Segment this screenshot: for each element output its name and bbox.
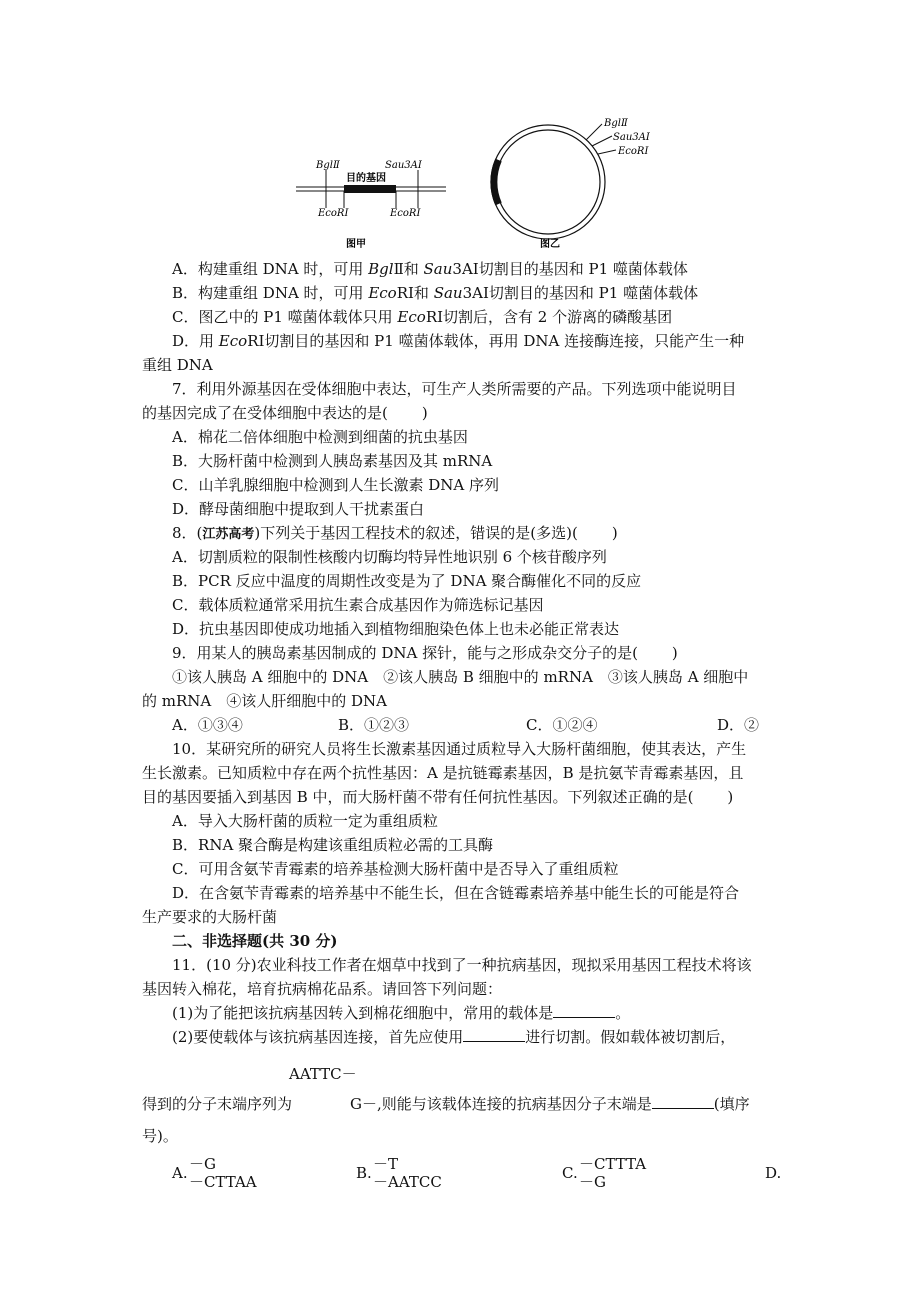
q11-part-2: (2)要使载体与该抗病基因连接，首先应使用 进行切割。假如载体被切割后， [172,1028,736,1046]
q11-option-b-label: B. [356,1164,372,1182]
q11-option-a: －G －CTTAA [189,1155,257,1191]
q10-stem-1: 10．某研究所的研究人员将生长激素基因通过质粒导入大肠杆菌细胞，使其表达，产生 [172,740,747,758]
q8-stem: 8．(江苏高考)下列关于基因工程技术的叙述，错误的是(多选)( ) [172,524,618,542]
yi-sau-label: Sau3AⅠ [613,132,650,143]
figure-jia [296,160,446,250]
plasmid-gene-segment [494,160,499,204]
source-tag: 江苏高考 [202,527,255,542]
q8-option-b: B．PCR 反应中温度的周期性改变是为了 DNA 聚合酶催化不同的反应 [172,572,642,590]
q9-items-1: ①该人胰岛 A 细胞中的 DNA ②该人胰岛 B 细胞中的 mRNA ③该人胰岛 A 细胞中 [172,668,749,686]
answer-blank-2 [463,1027,525,1042]
q6-option-d: D．用 EcoRⅠ切割目的基因和 P1 噬菌体载体，再用 DNA 连接酶连接，只能产生一种 [172,332,745,350]
q9-stem: 9．用某人的胰岛素基因制成的 DNA 探针，能与之形成杂交分子的是( ) [172,644,678,662]
q10-option-c: C．可用含氨苄青霉素的培养基检测大肠杆菌中是否导入了重组质粒 [172,860,619,878]
jia-bgl-label: BglⅡ [316,160,340,171]
q9-option-c: C．①②④ [526,716,598,734]
q11-option-b: －T －AATCC [373,1155,442,1191]
answer-blank-3 [652,1094,714,1109]
q11-part-2-rest: G－,则能与该载体连接的抗病基因分子末端是 (填序 [350,1095,750,1113]
q10-option-d-1: D．在含氨苄青霉素的培养基中不能生长，但在含链霉素培养基中能生长的可能是符合 [172,884,740,902]
q9-items-2: 的 mRNA ④该人肝细胞中的 DNA [142,692,387,710]
q6-option-c: C．图乙中的 P1 噬菌体载体只用 EcoRⅠ切割后，含有 2 个游离的磷酸基团 [172,308,673,326]
q6-option-d-cont: 重组 DNA [142,356,213,374]
q10-option-d-2: 生产要求的大肠杆菌 [142,908,278,926]
q8-option-d: D．抗虫基因即使成功地插入到植物细胞染色体上也未必能正常表达 [172,620,620,638]
q10-option-a: A．导入大肠杆菌的质粒一定为重组质粒 [172,812,438,830]
jia-eco-right-label: EcoRⅠ [390,208,421,219]
q6-option-b: B．构建重组 DNA 时，可用 EcoRⅠ和 Sau3AⅠ切割目的基因和 P1 噬菌体载体 [172,284,699,302]
q9-option-b: B．①②③ [338,716,410,734]
yi-caption: 图乙 [540,239,560,250]
q11-part-1: (1)为了能把该抗病基因转入到棉花细胞中，常用的载体是 。 [172,1004,631,1022]
jia-gene-label: 目的基因 [346,173,386,184]
q9-option-d: D．② [717,716,760,734]
q8-option-a: A．切割质粒的限制性核酸内切酶均特异性地识别 6 个核苷酸序列 [172,548,607,566]
jia-caption: 图甲 [346,239,366,250]
q11-stem-2: 基因转入棉花，培育抗病棉花品系。请回答下列问题： [142,980,503,998]
q11-option-c-label: C. [562,1164,578,1182]
q7-stem-1: 7．利用外源基因在受体细胞中表达，可生产人类所需要的产品。下列选项中能说明目 [172,380,737,398]
q10-stem-3: 目的基因要插入到基因 B 中，而大肠杆菌不带有任何抗性基因。下列叙述正确的是( ) [142,788,734,806]
q11-option-d-label: D. [765,1164,782,1182]
section-heading: 二、非选择题(共 30 分) [172,932,338,950]
jia-sau-label: Sau3AⅠ [385,160,422,171]
target-gene-bar [344,185,396,193]
seq-top: AATTC－ [289,1065,357,1083]
q7-option-b: B．大肠杆菌中检测到人胰岛素基因及其 mRNA [172,452,493,470]
q7-option-d: D．酵母菌细胞中提取到人干扰素蛋白 [172,500,425,518]
q10-stem-2: 生长激素。已知质粒中存在两个抗性基因：A 是抗链霉素基因，B 是抗氨苄青霉素基因，且 [142,764,744,782]
q7-option-a: A．棉花二倍体细胞中检测到细菌的抗虫基因 [172,428,468,446]
q11-option-a-label: A. [172,1164,188,1182]
q11-part-2-cont: 得到的分子末端序列为 [142,1095,293,1113]
jia-eco-left-label: EcoRⅠ [318,208,349,219]
figure-yi [491,118,651,250]
q9-option-a: A．①③④ [172,716,243,734]
q11-option-c: －CTTTA －G [579,1155,647,1191]
q10-option-b: B．RNA 聚合酶是构建该重组质粒必需的工具酶 [172,836,494,854]
yi-bgl-label: BglⅡ [604,118,628,129]
yi-eco-label: EcoRⅠ [618,146,649,157]
restriction-map-figure [290,110,670,260]
q11-part-2-end: 号)。 [142,1127,178,1145]
q6-option-a: A．构建重组 DNA 时，可用 BglⅡ和 Sau3AⅠ切割目的基因和 P1 噬菌体载体 [172,260,688,278]
answer-blank-1 [553,1003,615,1018]
q8-option-c: C．载体质粒通常采用抗生素合成基因作为筛选标记基因 [172,596,544,614]
q11-stem-1: 11．(10 分)农业科技工作者在烟草中找到了一种抗病基因，现拟采用基因工程技术将该 [172,956,752,974]
q7-option-c: C．山羊乳腺细胞中检测到人生长激素 DNA 序列 [172,476,499,494]
q7-stem-2: 的基因完成了在受体细胞中表达的是( ) [142,404,428,422]
